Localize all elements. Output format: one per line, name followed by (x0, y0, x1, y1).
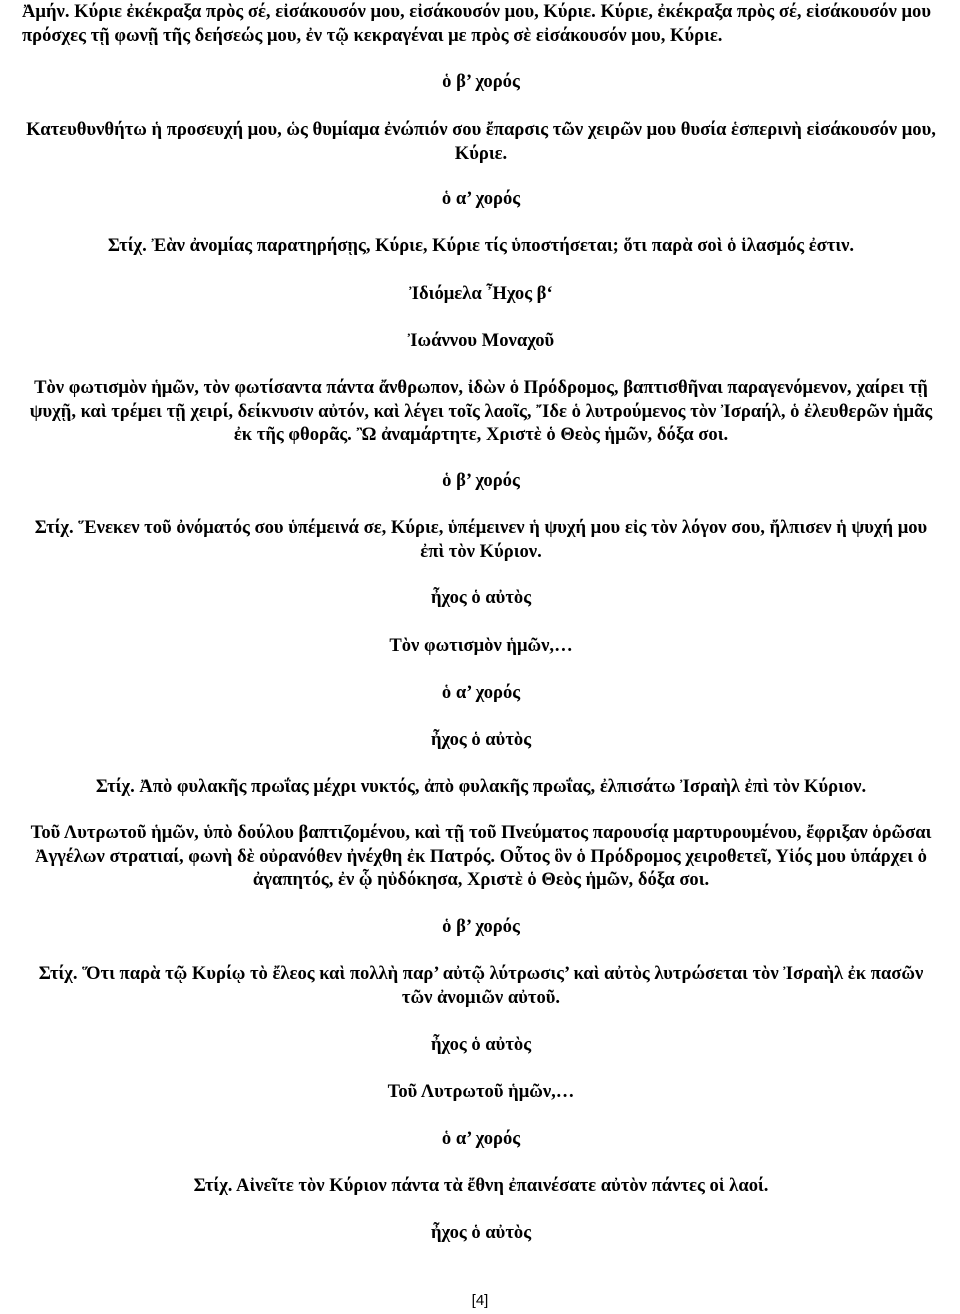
heading-echos-autos: ἦχος ὁ αὐτὸς (430, 587, 532, 608)
verse-apo-phylakes: Στίχ. Ἀπὸ φυλακῆς πρωΐας μέχρι νυκτός, ἀπὸ φυλακῆς πρωΐας, ἐλπισάτω Ἰσραὴλ ἐπὶ τὸν Κύριον. (95, 776, 867, 797)
verse-hoti-para-to-kyrio: Στίχ. Ὅτι παρὰ τῷ Κυρίῳ τὸ ἔλεος καὶ πολλὴ παρ’ αὐτῷ λύτρωσις’ καὶ αὐτὸς λυτρώσεται τὸν Ἰσραὴλ ἐκ πασῶν τῶν ἀνομιῶν αὐτοῦ. (38, 963, 924, 1008)
heading-choir-a: ὁ α’ χορός (441, 682, 521, 703)
heading-idiomela: Ἰδιόμελα Ἦχος β‘ (409, 283, 553, 304)
heading-choir-b: ὁ β’ χορός (442, 916, 520, 937)
paragraph-tou-lytrotou: Τοῦ Λυτρωτοῦ ἡμῶν, ὑπὸ δούλου βαπτιζομένου, καὶ τῇ τοῦ Πνεύματος παρουσίᾳ μαρτυρουμένου, ἔφριξαν ὁρῶσαι Ἀγγέλων στρατιαί, φωνὴ δὲ οὐρανόθεν ἠνέχθη ἐκ Πατρός. Οὗτος ὃν ὁ Πρόδρομος χειροθετεῖ, Υἱός μου ὑπάρχει ὁ ἀγαπητός, ἐν ᾧ ηὐδόκησα, Χριστὲ ὁ Θεὸς ἡμῶν, δόξα σοι. (30, 822, 932, 890)
page-number: [4] (471, 1292, 489, 1309)
paragraph-amen: Ἀμήν. Κύριε ἐκέκραξα πρὸς σέ, εἰσάκουσόν μου, εἰσάκουσόν μου, Κύριε. Κύριε, ἐκέκραξα πρὸς σέ, εἰσάκουσόν μου πρόσχες τῇ φωνῇ τῆς δεήσεώς μου, ἐν τῷ κεκραγέναι με πρὸς σὲ εἰσάκουσόν μου, Κύριε. (22, 1, 931, 46)
verse-heneken: Στίχ. Ἕνεκεν τοῦ ὀνόματός σου ὑπέμεινά σε, Κύριε, ὑπέμεινεν ἡ ψυχή μου εἰς τὸν λόγον σου, ἤλπισεν ἡ ψυχή μου ἐπὶ τὸν Κύριον. (34, 517, 928, 562)
verse-ean-anomias: Στίχ. Ἐὰν ἀνομίας παρατηρήσῃς, Κύριε, Κύριε τίς ὑποστήσεται; ὅτι παρὰ σοὶ ὁ ἱλασμός ἐστιν. (107, 235, 855, 256)
heading-echos-autos: ἦχος ὁ αὐτὸς (430, 1222, 532, 1243)
heading-choir-b: ὁ β’ χορός (442, 470, 520, 491)
verse-aineite: Στίχ. Αἰνεῖτε τὸν Κύριον πάντα τὰ ἔθνη ἐπαινέσατε αὐτὸν πάντες οἱ λαοί. (193, 1175, 769, 1196)
heading-echos-autos: ἦχος ὁ αὐτὸς (430, 729, 532, 750)
paragraph-kateuthyntheto: Κατευθυνθήτω ἡ προσευχή μου, ὡς θυμίαμα ἐνώπιόν σου ἔπαρσις τῶν χειρῶν μου θυσία ἑσπερινὴ εἰσάκουσόν μου, Κύριε. (26, 119, 936, 164)
paragraph-ton-photismon: Τὸν φωτισμὸν ἡμῶν, τὸν φωτίσαντα πάντα ἄνθρωπον, ἰδὼν ὁ Πρόδρομος, βαπτισθῆναι παραγενόμενον, χαίρει τῇ ψυχῇ, καὶ τρέμει τῇ χειρί, δείκνυσιν αὐτόν, καὶ λέγει τοῖς λαοῖς, Ἴδε ὁ λυτρούμενος τὸν Ἰσραήλ, ὁ ἐλευθερῶν ἡμᾶς ἐκ τῆς φθορᾶς. Ὢ ἀναμάρτητε, Χριστὲ ὁ Θεὸς ἡμῶν, δόξα σοι. (29, 377, 933, 445)
heading-choir-a: ὁ α’ χορός (441, 1128, 521, 1149)
incipit-ton-photismon: Τὸν φωτισμὸν ἡμῶν,… (389, 635, 573, 656)
heading-choir-a: ὁ α’ χορός (441, 188, 521, 209)
incipit-tou-lytrotou: Τοῦ Λυτρωτοῦ ἡμῶν,… (387, 1081, 575, 1102)
heading-choir-b: ὁ β’ χορός (442, 71, 520, 92)
heading-ioannou-monachou: Ἰωάννου Μοναχοῦ (407, 330, 555, 351)
heading-echos-autos: ἦχος ὁ αὐτὸς (430, 1034, 532, 1055)
